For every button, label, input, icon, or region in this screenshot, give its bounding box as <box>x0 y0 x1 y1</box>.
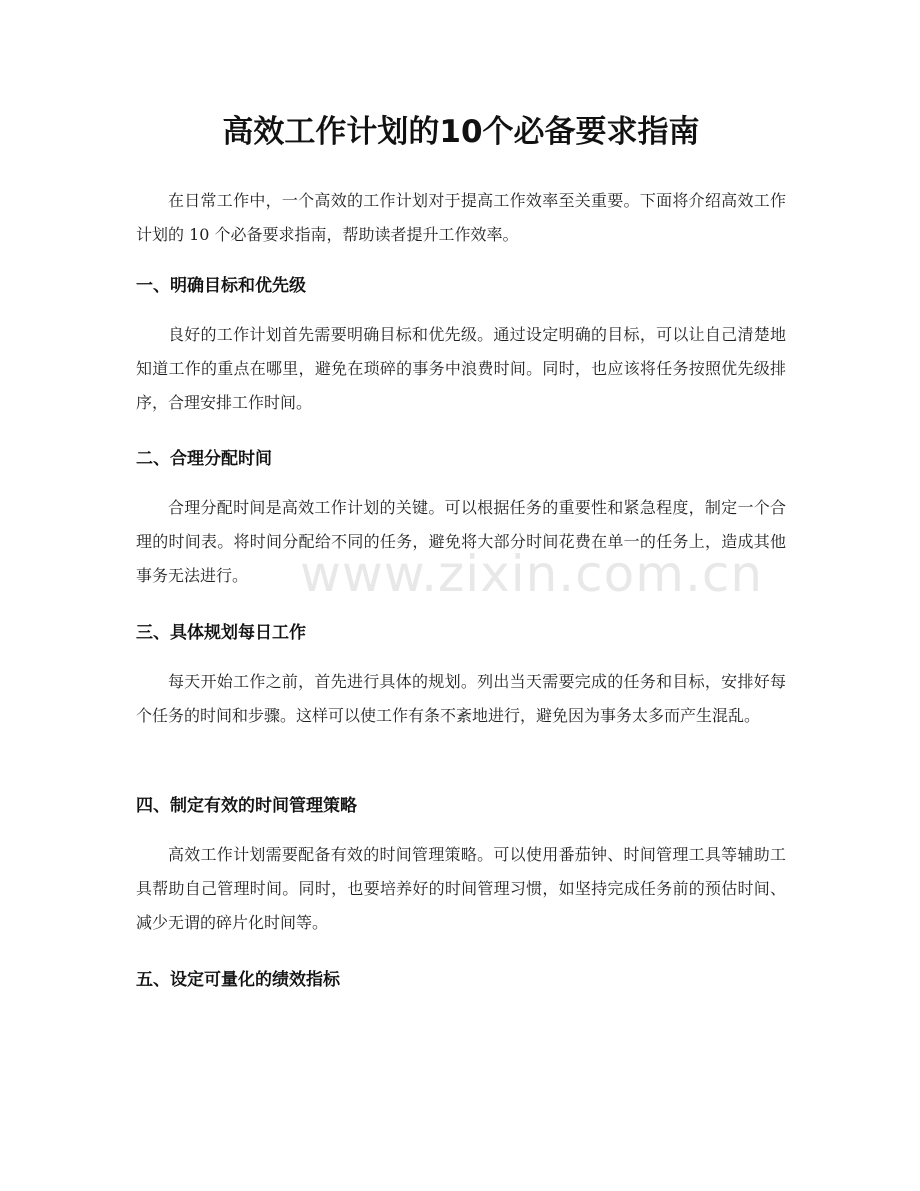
section-3 <box>136 619 786 733</box>
section-5 <box>136 966 786 1012</box>
document-title: 高效工作计划的10个必备要求指南 <box>222 114 700 150</box>
section-heading: 二、合理分配时间 <box>136 449 272 469</box>
watermark: www.zixin.com.cn <box>300 545 764 603</box>
section-heading: 一、明确目标和优先级 <box>136 276 306 296</box>
section-4 <box>136 792 786 940</box>
section-heading: 五、设定可量化的绩效指标 <box>136 970 340 990</box>
section-1 <box>136 272 786 420</box>
intro-block <box>136 184 786 252</box>
section-2 <box>136 445 786 593</box>
section-heading: 四、制定有效的时间管理策略 <box>136 796 357 816</box>
section-paragraph: 高效工作计划需要配备有效的时间管理策略。可以使用番茄钟、时间管理工具等辅助工具帮助自己管理时间。同时，也要培养好的时间管理习惯，如坚持完成任务前的预估时间、减少无谓的碎片化时间等。 <box>136 845 786 932</box>
section-paragraph: 良好的工作计划首先需要明确目标和优先级。通过设定明确的目标，可以让自己清楚地知道工作的重点在哪里，避免在琐碎的事务中浪费时间。同时，也应该将任务按照优先级排序，合理安排工作时间。 <box>136 325 786 412</box>
section-paragraph: 合理分配时间是高效工作计划的关键。可以根据任务的重要性和紧急程度，制定一个合理的时间表。将时间分配给不同的任务，避免将大部分时间花费在单一的任务上，造成其他事务无法进行。 <box>136 498 786 585</box>
section-heading: 三、具体规划每日工作 <box>136 623 306 643</box>
section-paragraph: 每天开始工作之前，首先进行具体的规划。列出当天需要完成的任务和目标，安排好每个任务的时间和步骤。这样可以使工作有条不紊地进行，避免因为事务太多而产生混乱。 <box>136 672 786 725</box>
intro-paragraph: 在日常工作中，一个高效的工作计划对于提高工作效率至关重要。下面将介绍高效工作计划的 10 个必备要求指南，帮助读者提升工作效率。 <box>136 191 786 244</box>
